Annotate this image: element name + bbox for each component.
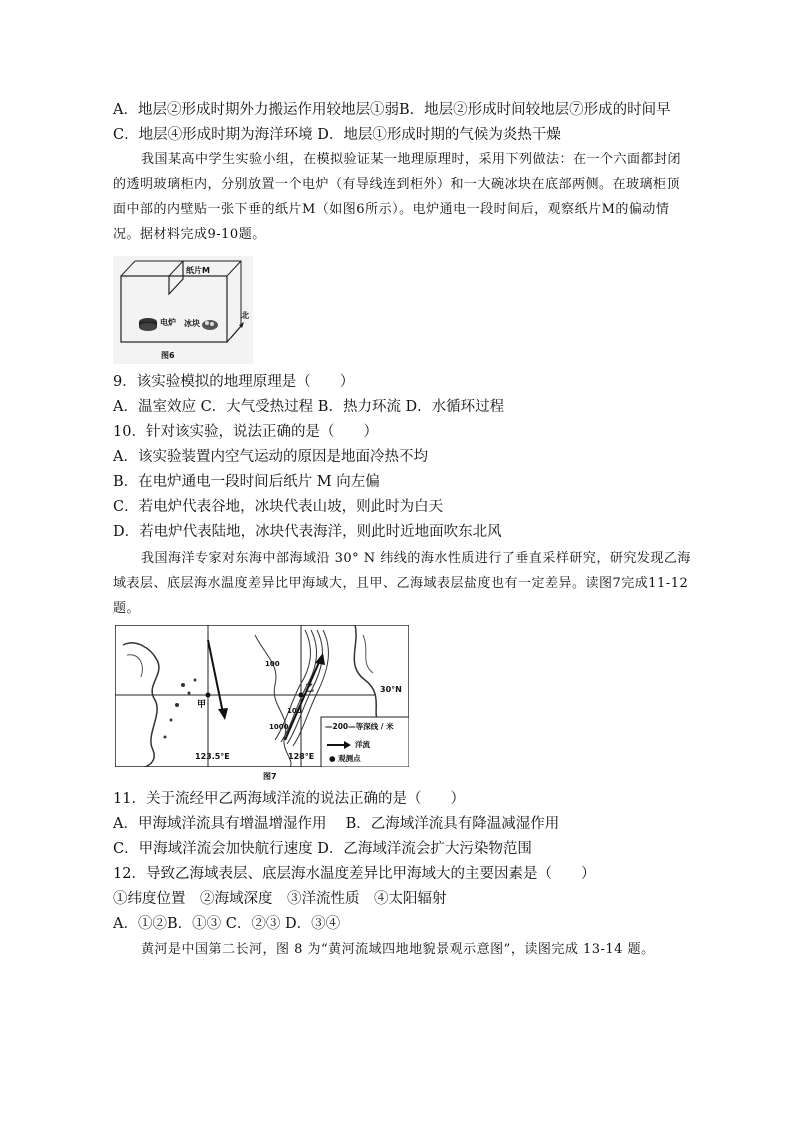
- longitude-label-1: 123.5°E: [195, 752, 230, 761]
- stove-label: 电炉: [160, 318, 176, 327]
- question-9-options: A．温室效应 C．大气受热过程 B．热力环流 D．水循环过程: [113, 399, 505, 415]
- option-line-cd: C．地层④形成时期为海洋环境 D．地层①形成时期的气候为炎热干燥: [113, 127, 561, 143]
- legend-station: ● 观测点: [329, 754, 361, 763]
- question-10-option-a: A．该实验装置内空气运动的原因是地面冷热不均: [113, 449, 428, 465]
- legend-current: 洋流: [355, 740, 370, 749]
- sea-area-yi: 乙: [305, 684, 315, 694]
- figure-6-drawing: [113, 256, 253, 364]
- question-12-options: A．①②B．①③ C．②③ D．③④: [113, 916, 341, 932]
- ice-label: 冰块: [184, 319, 200, 328]
- figure-7-map: [115, 625, 409, 782]
- question-10-stem: 10．针对该实验，说法正确的是（ ）: [113, 424, 378, 440]
- material-paragraph-2: 我国海洋专家对东海中部海域沿 30° N 纬线的海水性质进行了垂直采样研究，研究发现乙海域表层、底层海水温度差异比甲海域大，且甲、乙海域表层盐度也有一定差异。读图7完成11-12题。: [113, 551, 691, 616]
- question-11-stem: 11．关于流经甲乙两海域洋流的说法正确的是（ ）: [113, 791, 465, 807]
- latitude-label: 30°N: [380, 685, 402, 694]
- question-9-stem: 9．该实验模拟的地理原理是（ ）: [113, 374, 355, 390]
- legend-isobath: —200—等深线 / 米: [325, 722, 394, 731]
- paper-m-label: 纸片M: [186, 266, 210, 275]
- question-11-options-cd: C．甲海域洋流会加快航行速度 D．乙海域洋流会扩大污染物范围: [113, 841, 532, 857]
- north-label: 北: [241, 311, 249, 320]
- figure-7-drawing: [115, 625, 409, 782]
- material-paragraph-3: 黄河是中国第二长河，图 8 为“黄河流域四地地貌景观示意图”，读图完成 13-14 题。: [141, 942, 655, 957]
- figure-7-caption: 图7: [263, 772, 277, 781]
- longitude-label-2: 128°E: [288, 752, 315, 761]
- question-12-factors: ①纬度位置 ②海域深度 ③洋流性质 ④太阳辐射: [113, 891, 447, 907]
- isobath-label-1000: 1000: [269, 723, 289, 731]
- option-line-ab: A．地层②形成时期外力搬运作用较地层①弱B．地层②形成时间较地层⑦形成的时间早: [113, 102, 671, 118]
- question-10-option-c: C．若电炉代表谷地，冰块代表山坡，则此时为白天: [113, 499, 444, 515]
- question-12-stem: 12．导致乙海域表层、底层海水温度差异比甲海域大的主要因素是（ ）: [113, 866, 596, 882]
- question-10-option-d: D．若电炉代表陆地，冰块代表海洋，则此时近地面吹东北风: [113, 524, 502, 540]
- sea-area-jia: 甲: [197, 700, 207, 710]
- figure-6: [113, 256, 253, 364]
- isobath-label-100-b: 100: [287, 707, 302, 715]
- figure-6-caption: 图6: [161, 351, 175, 360]
- material-paragraph-1: 我国某高中学生实验小组，在模拟验证某一地理原理时，采用下列做法：在一个六面都封闭的透明玻璃柜内，分别放置一个电炉（有导线连到柜外）和一大碗冰块在底部两侧。在玻璃柜顶面中部的内壁贴一张下垂的纸片M（如图6所示）。电炉通电一段时间后，观察纸片M的偏动情况。据材料完成9-10题。: [113, 152, 682, 242]
- isobath-label-100: 100: [265, 660, 280, 668]
- question-11-options-ab: A．甲海域洋流具有增温增湿作用 B．乙海域洋流具有降温减湿作用: [113, 816, 560, 832]
- question-10-option-b: B．在电炉通电一段时间后纸片 M 向左偏: [113, 474, 380, 490]
